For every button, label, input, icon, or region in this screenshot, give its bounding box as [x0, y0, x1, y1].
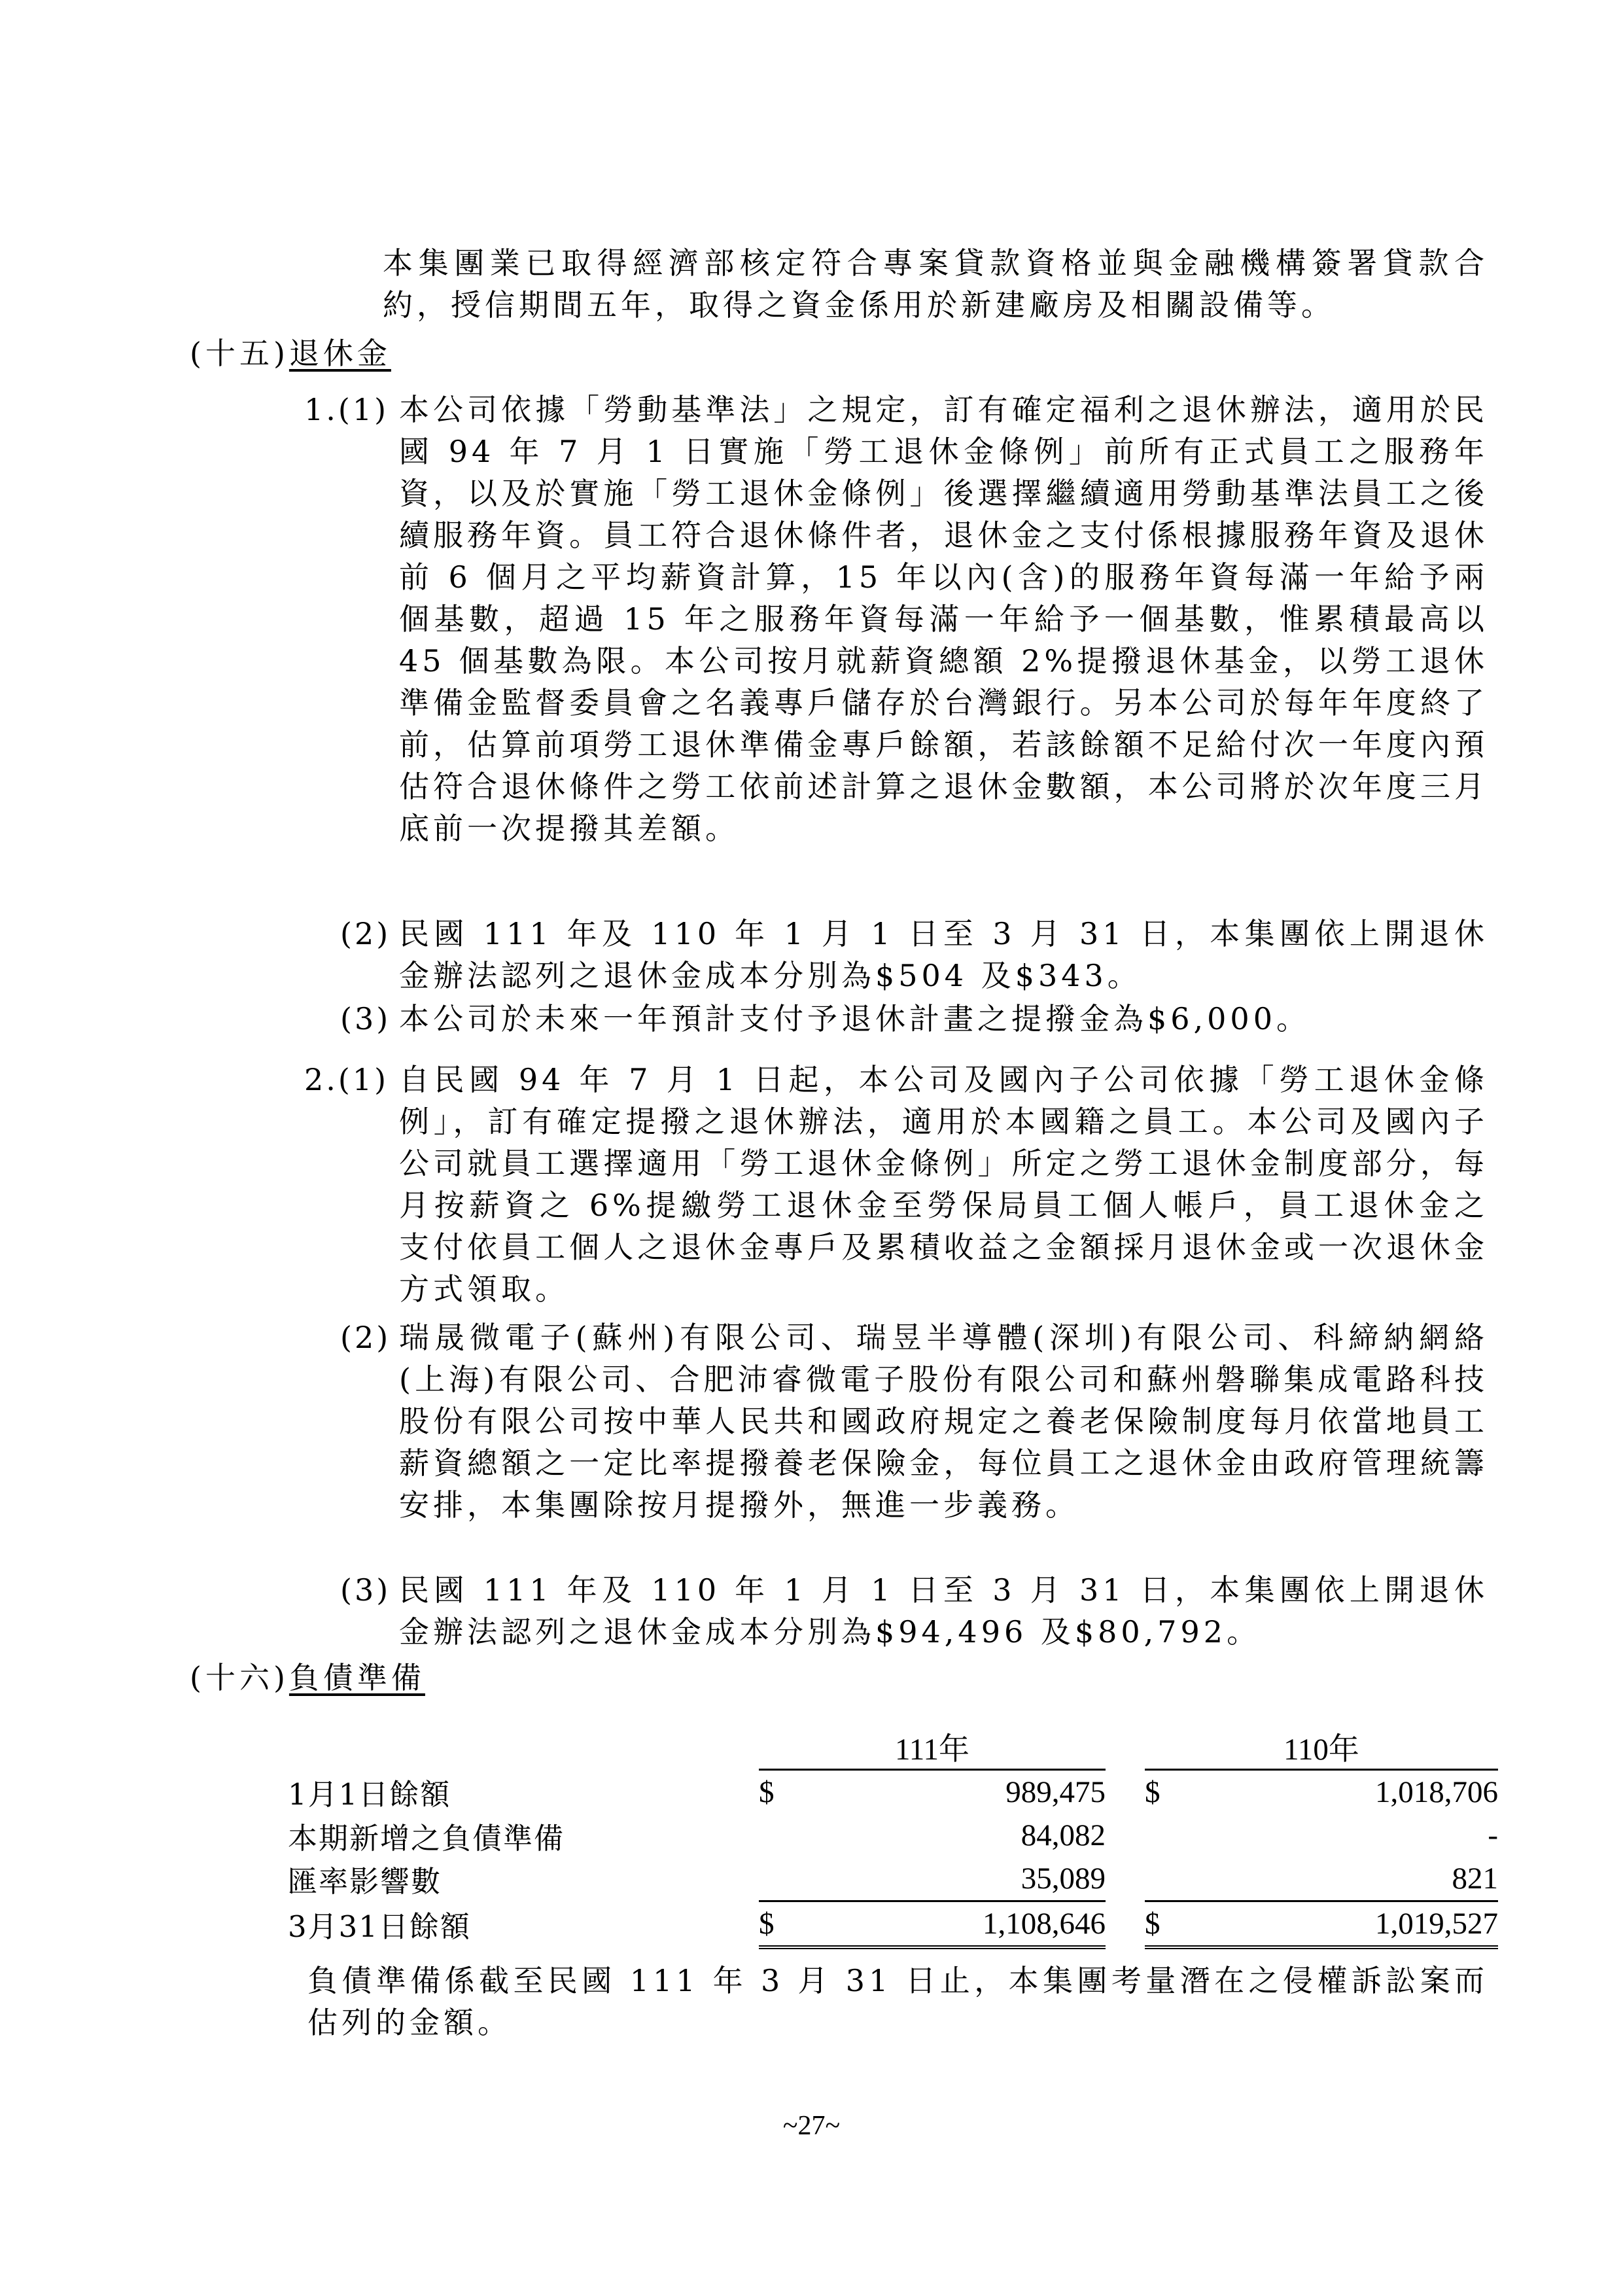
item-1-label: 1.(1) [304, 392, 389, 427]
value-111: 989,475 [1005, 1775, 1106, 1809]
row-label: 1月1日餘額 [288, 1776, 451, 1812]
value-111: 84,082 [1021, 1818, 1106, 1852]
section-16-number: (十六) [190, 1660, 289, 1695]
table-header-row [288, 1725, 1498, 1770]
value-110: - [1488, 1818, 1498, 1852]
row-label: 匯率影響數 [288, 1864, 442, 1899]
table-row [288, 1857, 1498, 1901]
currency-symbol: $ [1145, 1775, 1161, 1809]
table-row [288, 1770, 1498, 1814]
item-2-sub3-paragraph: 民國 111 年及 110 年 1 月 1 日至 3 月 31 日，本集團依上開退休金辦法認列之退休金成本分別為$94,496 及$80,792。 [399, 1572, 1488, 1650]
item-1-sub2-label: (2) [340, 916, 391, 951]
table-row-total [288, 1901, 1498, 1948]
section-15-heading [190, 332, 391, 374]
value-110: 1,019,527 [1197, 1901, 1498, 1948]
currency-symbol: $ [1145, 1901, 1197, 1948]
provisions-table [288, 1725, 1498, 1949]
year-111-header: 111年 [759, 1725, 1106, 1770]
value-110: 1,018,706 [1375, 1775, 1498, 1809]
item-2-sub3-label: (3) [340, 1572, 391, 1608]
value-111: 1,108,646 [831, 1901, 1106, 1948]
currency-symbol [1145, 1857, 1197, 1901]
item-1-sub3-paragraph: 本公司於未來一年預計支付予退休計畫之提撥金為$6,000。 [399, 1001, 1310, 1036]
section-15-title: 退休金 [288, 336, 391, 371]
currency-symbol [759, 1814, 831, 1857]
item-1-sub2-paragraph: 民國 111 年及 110 年 1 月 1 日至 3 月 31 日，本集團依上開退休金辦法認列之退休金成本分別為$504 及$343。 [399, 916, 1488, 993]
currency-symbol: $ [759, 1775, 775, 1809]
item-2-sub2-paragraph: 瑞晟微電子(蘇州)有限公司、瑞昱半導體(深圳)有限公司、科締納網絡(上海)有限公司、合肥沛睿微電子股份有限公司和蘇州磐聯集成電路科技股份有限公司按中華人民共和國政府規定之養老保險制度每月依當地員工薪資總額之一定比率提撥養老保險金，每位員工之退休金由政府管理統籌安排，本集團除按月提撥外，無進一步義務。 [399, 1320, 1488, 1523]
item-1-sub3-label: (3) [340, 1001, 391, 1036]
section-15-number: (十五) [190, 336, 289, 371]
item-2-paragraph: 自民國 94 年 7 月 1 日起，本公司及國內子公司依據「勞工退休金條例」，訂有確定提撥之退休辦法，適用於本國籍之員工。本公司及國內子公司就員工選擇適用「勞工退休金條例」所定之勞工退休金制度部分，每月按薪資之 6%提繳勞工退休金至勞保局員工個人帳戶，員工退休金之支付依員工個人之退休金專戶及累積收益之金額採月退休金或一次退休金方式領取。 [399, 1062, 1488, 1307]
row-label: 本期新增之負債準備 [288, 1820, 565, 1856]
value-110: 821 [1197, 1857, 1498, 1901]
year-110-header: 110年 [1145, 1725, 1498, 1770]
row-label: 3月31日餘額 [288, 1909, 471, 1945]
page-number: ~27~ [782, 2111, 841, 2141]
currency-symbol [759, 1857, 831, 1901]
value-111: 35,089 [831, 1857, 1106, 1901]
item-2-label: 2.(1) [304, 1062, 389, 1097]
currency-symbol [1145, 1814, 1197, 1857]
item-1-paragraph: 本公司依據「勞動基準法」之規定，訂有確定福利之退休辦法，適用於民國 94 年 7 月 1 日實施「勞工退休金條例」前所有正式員工之服務年資，以及於實施「勞工退休金條例」後選擇繼續適用勞動基準法員工之後續服務年資。員工符合退休條件者，退休金之支付係根據服務年資及退休前 6 個月之平均薪資計算，15 年以內(含)的服務年資每滿一年給予兩個基數，超過 15 年之服務年資每滿一年給予一個基數，惟累積最高以 45 個基數為限。本公司按月就薪資總額 2%提撥退休基金，以勞工退休準備金監督委員會之名義專戶儲存於台灣銀行。另本公司於每年年度終了前，估算前項勞工退休準備金專戶餘額，若該餘額不足給付次一年度內預估符合退休條件之勞工依前述計算之退休金數額，本公司將於次年度三月底前一次提撥其差額。 [399, 392, 1488, 846]
currency-symbol: $ [759, 1901, 831, 1948]
section-16-heading [190, 1657, 425, 1699]
section-16-title: 負債準備 [288, 1660, 425, 1695]
table-row [288, 1814, 1498, 1857]
provisions-note: 負債準備係截至民國 111 年 3 月 31 日止，本集團考量潛在之侵權訴訟案而估列的金額。 [307, 1963, 1488, 2040]
item-2-sub2-label: (2) [340, 1320, 391, 1355]
intro-paragraph: 本集團業已取得經濟部核定符合專案貸款資格並與金融機構簽署貸款合約，授信期間五年，取得之資金係用於新建廠房及相關設備等。 [383, 245, 1488, 323]
